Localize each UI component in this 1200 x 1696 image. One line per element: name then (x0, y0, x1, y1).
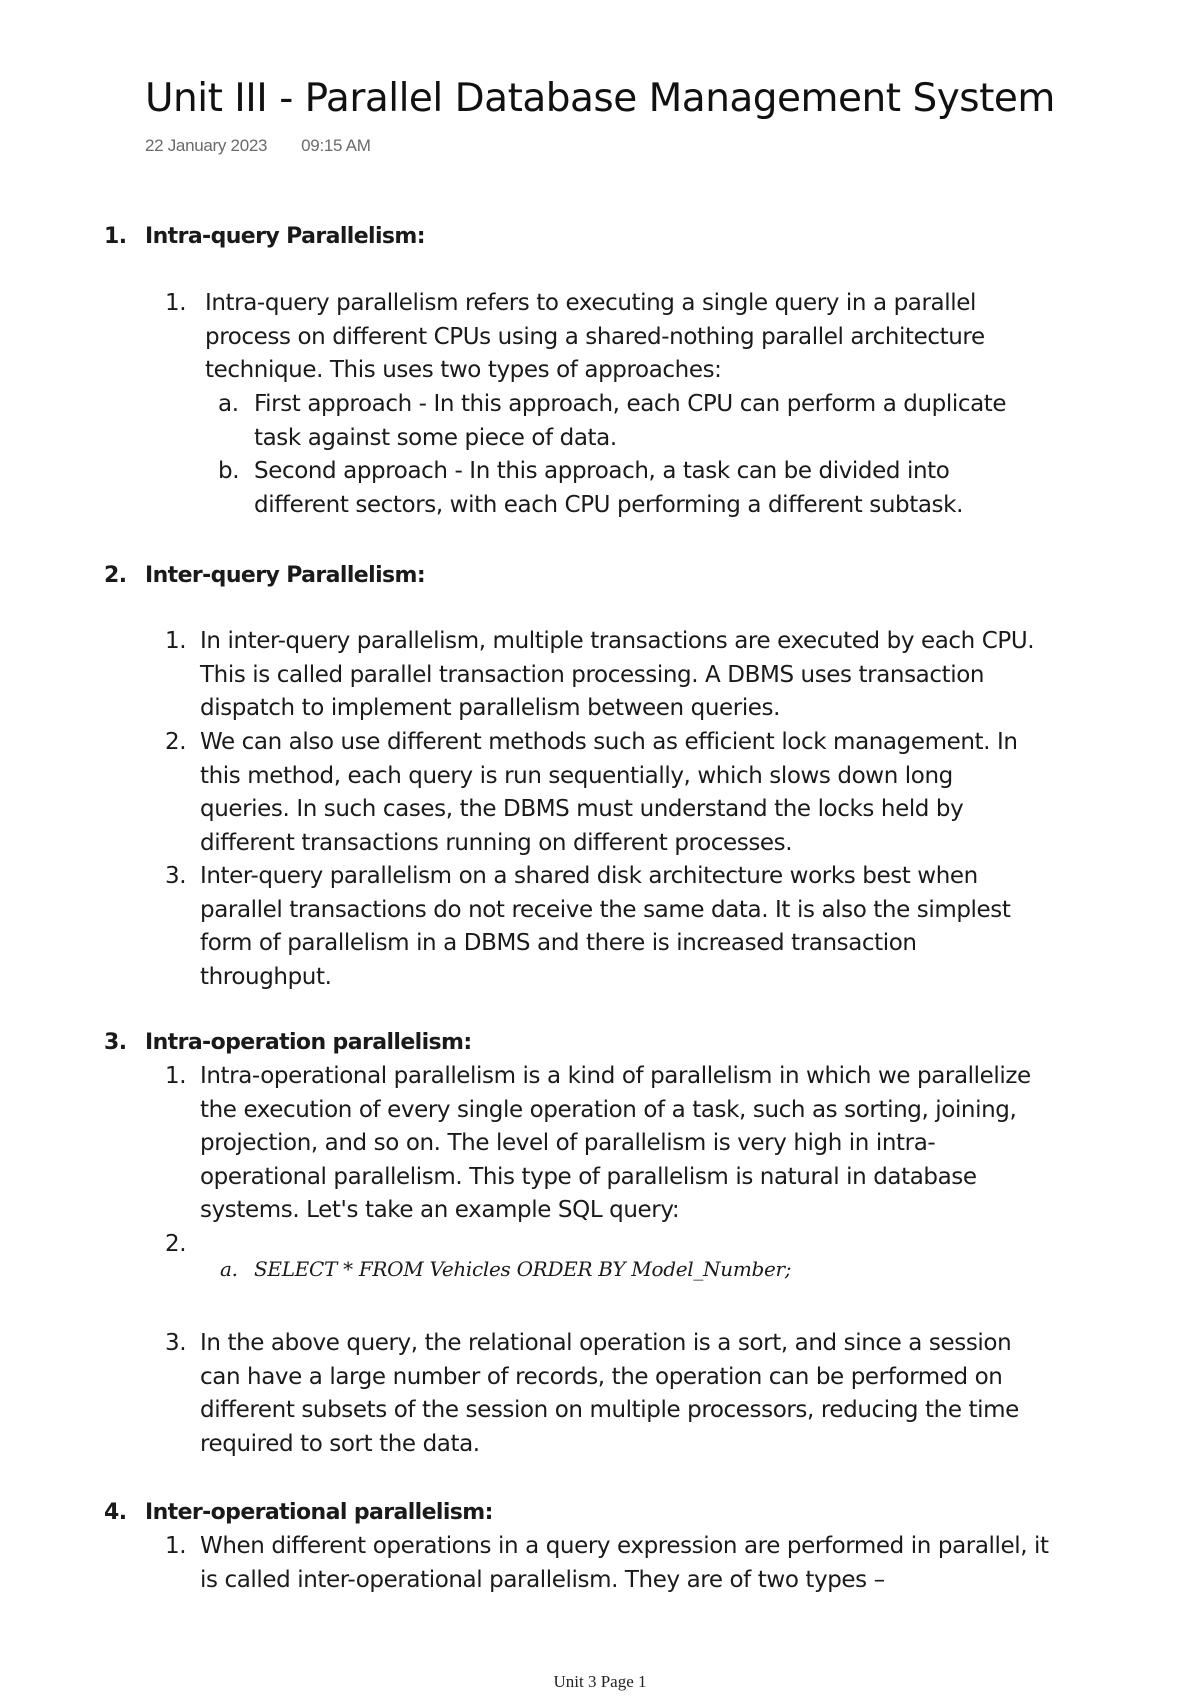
section-heading (104, 1026, 472, 1060)
sql-code-line (220, 1253, 791, 1287)
list-item-number: 1. (165, 628, 187, 654)
list-item-number: 1. (165, 1533, 187, 1559)
sub-list-item-letter: b. (218, 458, 240, 484)
sub-list-item-letter: a. (218, 391, 239, 417)
section-number: 1. (104, 224, 127, 249)
page-time: 09:15 AM (301, 136, 371, 155)
list-item-text: In inter-query parallelism, multiple transactions are executed by each CPU. This is called parallel transaction processing. A DBMS uses transaction dispatch to implement parallelism between queries. (200, 628, 1035, 721)
sub-list-item-text: Second approach - In this approach, a task can be divided into different sectors, with each CPU performing a different subtask. (254, 458, 963, 518)
list-item-number: 2. (165, 729, 187, 755)
section-heading (104, 220, 425, 254)
list-item-number: 1. (165, 290, 187, 316)
section-title: Intra-query Parallelism: (145, 224, 425, 249)
code-item-letter: a. (220, 1257, 238, 1281)
code-text: SELECT * FROM Vehicles ORDER BY Model_Number; (254, 1257, 792, 1281)
section-title: Inter-operational parallelism: (145, 1500, 493, 1525)
list-item-number: 2. (165, 1231, 187, 1257)
list-item-number: 1. (165, 1063, 187, 1089)
section-number: 2. (104, 563, 127, 588)
section-title: Inter-query Parallelism: (145, 563, 426, 588)
sub-list-item (218, 455, 1058, 522)
list-item-text: In the above query, the relational operation is a sort, and since a session can have a large number of records, the operation can be performed on different subsets of the session on multiple processors, reducing the time required to sort the data. (200, 1330, 1019, 1457)
list-item (165, 1530, 1065, 1597)
page-timestamp (145, 136, 371, 156)
list-item (165, 287, 1065, 388)
list-item-text: We can also use different methods such as efficient lock management. In this method, each query is run sequentially, which slows down long queries. In such cases, the DBMS must understand the locks held by different transactions running on different processes. (200, 729, 1018, 856)
list-item-text: Intra-operational parallelism is a kind of parallelism in which we parallelize the execution of every single operation of a task, such as sorting, joining, projection, and so on. The level of parallelism is very high in intra-operational parallelism. This type of parallelism is natural in database systems. Let's take an example SQL query: (200, 1063, 1031, 1223)
section-number: 4. (104, 1500, 127, 1525)
list-item (165, 860, 1065, 994)
page-footer: Unit 3 Page 1 (553, 1672, 647, 1691)
list-item (165, 726, 1065, 860)
sub-list-item-text: First approach - In this approach, each CPU can perform a duplicate task against some piece of data. (254, 391, 1007, 451)
list-item (165, 625, 1065, 726)
list-item (165, 1060, 1065, 1228)
section-title: Intra-operation parallelism: (145, 1030, 472, 1055)
list-item-number: 3. (165, 1330, 187, 1356)
list-item-number: 3. (165, 863, 187, 889)
list-item (165, 1327, 1065, 1461)
sub-list-item (218, 388, 1058, 455)
list-item-text: Inter-query parallelism on a shared disk architecture works best when parallel transactions do not receive the same data. It is also the simplest form of parallelism in a DBMS and there is increased transaction throughput. (200, 863, 1011, 990)
list-item-text: Intra-query parallelism refers to executing a single query in a parallel process on different CPUs using a shared-nothing parallel architecture technique. This uses two types of approaches: (205, 290, 985, 383)
list-item-text: When different operations in a query expression are performed in parallel, it is called inter-operational parallelism. They are of two types – (200, 1533, 1049, 1593)
page-date: 22 January 2023 (145, 136, 268, 155)
section-heading (104, 1496, 493, 1530)
section-number: 3. (104, 1030, 127, 1055)
section-heading (104, 559, 425, 593)
page-title: Unit III - Parallel Database Management System (145, 76, 1055, 121)
